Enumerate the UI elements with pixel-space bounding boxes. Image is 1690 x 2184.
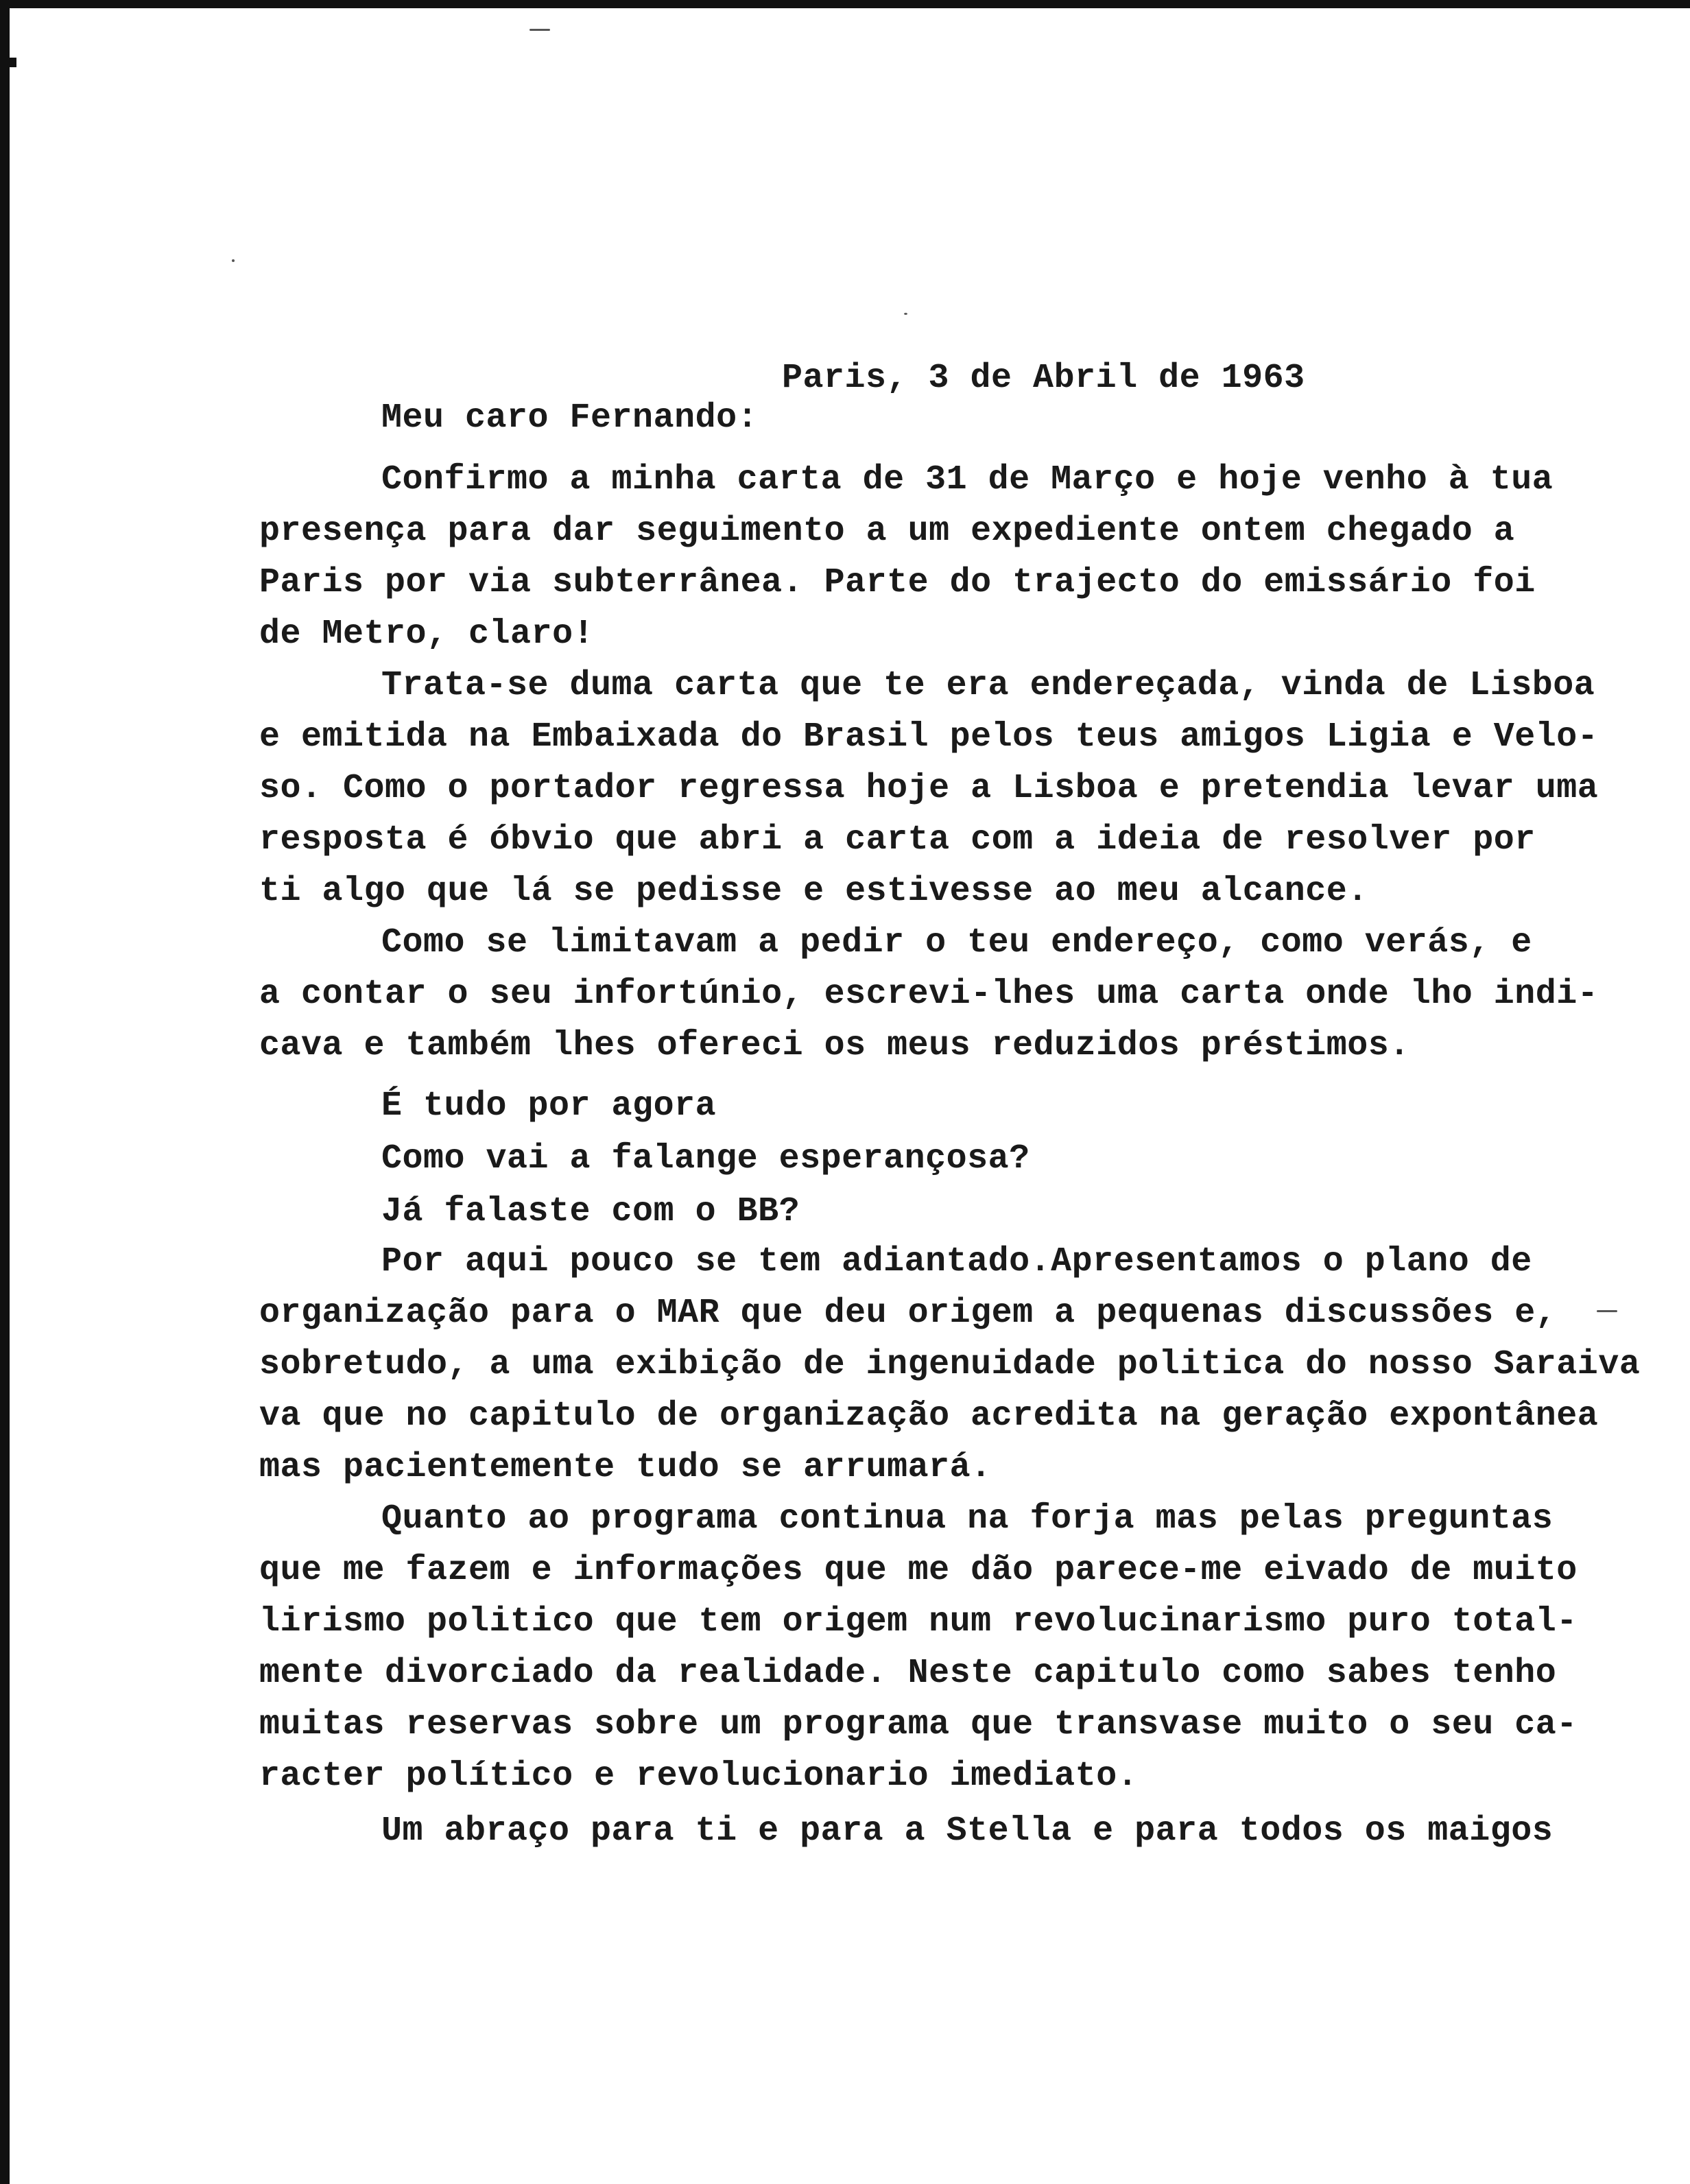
body-line: Como vai a falange esperançosa? bbox=[381, 1139, 1030, 1178]
body-line: de Metro, claro! bbox=[259, 615, 595, 654]
letter-salutation: Meu caro Fernando: bbox=[381, 399, 759, 438]
body-line: ti algo que lá se pedisse e estivesse ao meu alcance. bbox=[259, 872, 1368, 911]
body-line: va que no capitulo de organização acredita na geração expontânea bbox=[259, 1397, 1599, 1436]
body-line: que me fazem e informações que me dão parece-me eivado de muito bbox=[259, 1551, 1578, 1590]
scan-mark bbox=[10, 58, 16, 67]
body-line: sobretudo, a uma exibição de ingenuidade politica do nosso Saraiva bbox=[259, 1345, 1641, 1384]
body-line: e emitida na Embaixada do Brasil pelos teus amigos Ligia e Velo- bbox=[259, 717, 1599, 757]
body-line: É tudo por agora bbox=[381, 1087, 717, 1126]
body-line: Como se limitavam a pedir o teu endereço, como verás, e bbox=[381, 923, 1532, 962]
scan-speck bbox=[529, 29, 550, 31]
body-line: presença para dar seguimento a um expediente ontem chegado a bbox=[259, 512, 1515, 551]
scan-border-left bbox=[0, 0, 10, 2184]
body-line: Trata-se duma carta que te era endereçada, vinda de Lisboa bbox=[381, 666, 1595, 705]
body-line: so. Como o portador regressa hoje a Lisboa e pretendia levar uma bbox=[259, 769, 1599, 808]
letter-date: Paris, 3 de Abril de 1963 bbox=[782, 359, 1305, 398]
body-line: racter político e revolucionario imediato. bbox=[259, 1757, 1139, 1796]
scan-speck bbox=[1597, 1310, 1617, 1312]
closing-line: Um abraço para ti e para a Stella e para todos os maigos bbox=[381, 1812, 1554, 1851]
body-line: a contar o seu infortúnio, escrevi-lhes uma carta onde lho indi- bbox=[259, 975, 1599, 1014]
body-line: Por aqui pouco se tem adiantado.Apresentamos o plano de bbox=[381, 1242, 1532, 1281]
body-line: organização para o MAR que deu origem a pequenas discussões e, bbox=[259, 1294, 1557, 1333]
body-line: muitas reservas sobre um programa que transvase muito o seu ca- bbox=[259, 1705, 1578, 1744]
body-line: resposta é óbvio que abri a carta com a ideia de resolver por bbox=[259, 820, 1536, 859]
body-line: Já falaste com o BB? bbox=[381, 1192, 800, 1231]
body-line: mente divorciado da realidade. Neste capitulo como sabes tenho bbox=[259, 1654, 1557, 1693]
body-line: lirismo politico que tem origem num revolucinarismo puro total- bbox=[259, 1602, 1578, 1641]
body-line: Paris por via subterrânea. Parte do trajecto do emissário foi bbox=[259, 563, 1536, 602]
body-line: cava e também lhes ofereci os meus reduzidos préstimos. bbox=[259, 1026, 1410, 1065]
body-line: Confirmo a minha carta de 31 de Março e hoje venho à tua bbox=[381, 460, 1554, 499]
scan-border-top bbox=[0, 0, 1690, 8]
body-line: Quanto ao programa continua na forja mas pelas preguntas bbox=[381, 1499, 1554, 1539]
body-line: mas pacientemente tudo se arrumará. bbox=[259, 1448, 992, 1487]
scan-speck bbox=[232, 259, 235, 262]
scan-speck bbox=[904, 313, 907, 315]
